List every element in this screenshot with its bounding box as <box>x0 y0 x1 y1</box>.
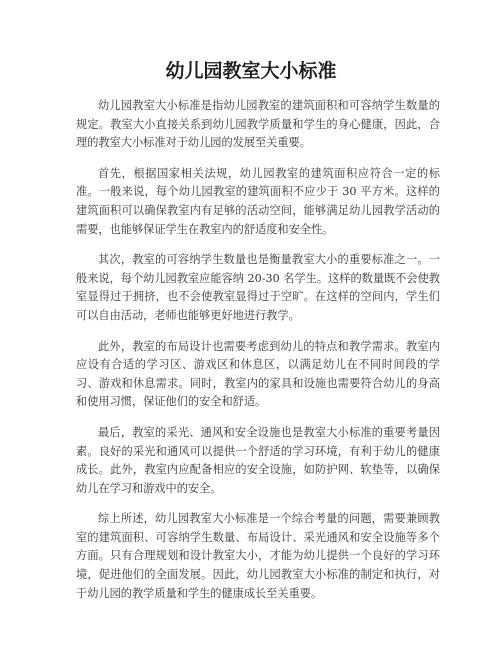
paragraph-student-capacity: 其次，教室的可容纳学生数量也是衡量教室大小的重要标准之一。一般来说，每个幼儿园教室应能容纳 20-30 名学生。这样的数量既不会使教室显得过于拥挤，也不会使教室显得过于空旷。在这样的空间内，学生们可以自由活动，老师也能够更好地进行教学。 <box>76 253 440 322</box>
document-body <box>76 97 440 615</box>
paragraph-building-area: 首先，根据国家相关法规，幼儿园教室的建筑面积应符合一定的标准。一般来说，每个幼儿园教室的建筑面积不应少于 30 平方米。这样的建筑面积可以确保教室内有足够的活动空间，能够满足幼儿园教学活动的需要，也能够保证学生在教室内的舒适度和安全性。 <box>76 166 440 236</box>
paragraph-conclusion: 综上所述，幼儿园教室大小标准是一个综合考量的问题，需要兼顾教室的建筑面积、可容纳学生数量、布局设计、采光通风和安全设施等多个方面。只有合理规划和设计教室大小，才能为幼儿提供一个良好的学习环境，促进他们的全面发展。因此，幼儿园教室大小标准的制定和执行，对于幼儿园的教学质量和学生的健康成长至关重要。 <box>76 512 440 600</box>
document-title: 幼儿园教室大小标准 <box>165 60 337 82</box>
paragraph-layout-design: 此外，教室的布局设计也需要考虑到幼儿的特点和教学需求。教室内应设有合适的学习区、游戏区和休息区，以满足幼儿在不同时间段的学习、游戏和休息需求。同时，教室内的家具和设施也需要符合幼儿的身高和使用习惯，保证他们的安全和舒适。 <box>76 339 440 409</box>
paragraph-intro: 幼儿园教室大小标准是指幼儿园教室的建筑面积和可容纳学生数量的规定。教室大小直接关系到幼儿园教学质量和学生的身心健康，因此，合理的教室大小标准对于幼儿园的发展至关重要。 <box>76 99 440 150</box>
paragraph-lighting-safety: 最后，教室的采光、通风和安全设施也是教室大小标准的重要考量因素。良好的采光和通风可以提供一个舒适的学习环境，有利于幼儿的健康成长。此外，教室内应配备相应的安全设施，如防护网、软垫等，以确保幼儿在学习和游戏中的安全。 <box>76 425 440 495</box>
